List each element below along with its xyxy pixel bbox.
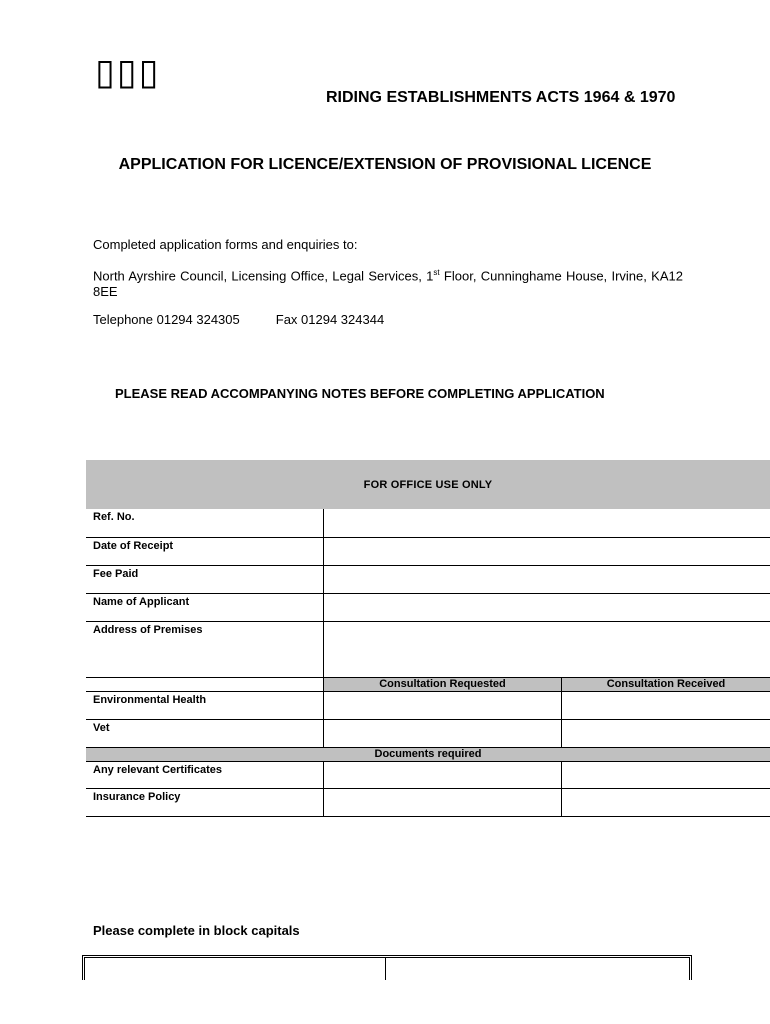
field-input-ref-no[interactable] <box>324 509 770 537</box>
consultee-vet: Vet <box>86 719 324 747</box>
field-label-fee-paid: Fee Paid <box>86 565 324 593</box>
consultation-requested-header: Consultation Requested <box>324 677 562 691</box>
office-use-section <box>86 460 770 817</box>
field-input-date-of-receipt[interactable] <box>324 537 770 565</box>
document-insurance-policy: Insurance Policy <box>86 788 324 816</box>
vet-received-cell[interactable] <box>562 719 770 747</box>
env-health-requested-cell[interactable] <box>324 691 562 719</box>
document-certificates: Any relevant Certificates <box>86 761 324 788</box>
table-column-divider <box>385 958 386 980</box>
act-title: RIDING ESTABLISHMENTS ACTS 1964 & 1970 <box>326 89 676 106</box>
contact-phone-line <box>93 312 384 327</box>
field-input-name-of-applicant[interactable] <box>324 593 770 621</box>
contact-address <box>93 265 683 300</box>
field-input-address-of-premises[interactable] <box>324 621 770 677</box>
insurance-cell-2[interactable] <box>562 788 770 816</box>
form-title: APPLICATION FOR LICENCE/EXTENSION OF PROVISIONAL LICENCE <box>118 156 652 173</box>
field-label-address-of-premises: Address of Premises <box>86 621 324 677</box>
office-use-table <box>86 509 770 817</box>
applicant-details-table-top <box>82 955 692 980</box>
vet-requested-cell[interactable] <box>324 719 562 747</box>
address-ordinal: st <box>433 268 440 277</box>
fax-number: Fax 01294 324344 <box>275 312 385 327</box>
consultation-header-blank <box>86 677 324 691</box>
block-capitals-instruction: Please complete in block capitals <box>93 923 300 938</box>
documents-required-header: Documents required <box>86 747 770 761</box>
address-part-2: Floor, Cunninghame House, Irvine, KA12 8EE <box>93 268 683 300</box>
certificates-cell-2[interactable] <box>562 761 770 788</box>
field-label-date-of-receipt: Date of Receipt <box>86 537 324 565</box>
contact-intro: Completed application forms and enquiries to: <box>93 237 358 252</box>
telephone-number: Telephone 01294 324305 <box>93 312 240 327</box>
field-label-ref-no: Ref. No. <box>86 509 324 537</box>
notes-heading: PLEASE READ ACCOMPANYING NOTES BEFORE COMPLETING APPLICATION <box>115 386 605 401</box>
consultee-environmental-health: Environmental Health <box>86 691 324 719</box>
env-health-received-cell[interactable] <box>562 691 770 719</box>
logo-placeholder-glyphs: ▯▯▯ <box>95 52 161 93</box>
field-input-fee-paid[interactable] <box>324 565 770 593</box>
certificates-cell-1[interactable] <box>324 761 562 788</box>
consultation-received-header: Consultation Received <box>562 677 770 691</box>
insurance-cell-1[interactable] <box>324 788 562 816</box>
address-part-1: North Ayrshire Council, Licensing Office, Legal Services, 1 <box>93 268 434 284</box>
field-label-name-of-applicant: Name of Applicant <box>86 593 324 621</box>
office-use-heading: FOR OFFICE USE ONLY <box>86 460 770 509</box>
